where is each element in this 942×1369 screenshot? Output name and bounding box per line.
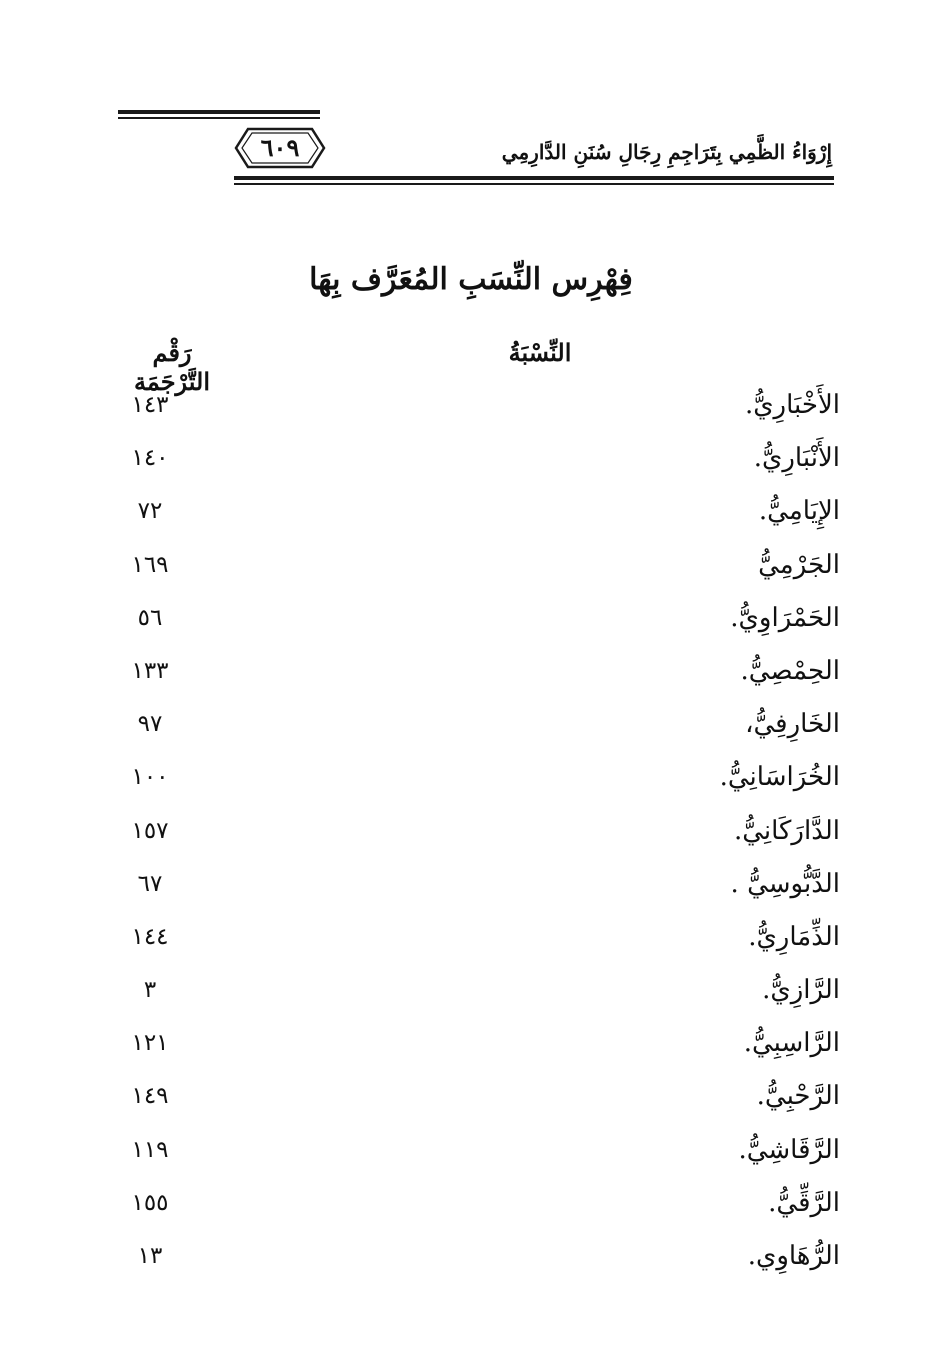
- nisba-index-list: [100, 382, 840, 1286]
- header-rule-bottom-thick: [234, 176, 834, 180]
- list-item: [100, 754, 840, 807]
- tarjama-number: ١٤٤: [131, 923, 169, 950]
- header-rule-bottom-thin: [234, 183, 834, 185]
- column-header-tarjama-number: رَقْم التَّرْجَمَة: [133, 338, 211, 396]
- page-number: ٦٠٩: [260, 133, 300, 162]
- column-header-nisba: النِّسْبَةُ: [508, 338, 572, 367]
- list-item: [100, 435, 840, 488]
- tarjama-number: ١١٩: [131, 1136, 169, 1163]
- list-item: [100, 1180, 840, 1233]
- list-item: [100, 488, 840, 541]
- list-item: [100, 1073, 840, 1126]
- tarjama-number: ١٣: [137, 1243, 163, 1269]
- list-item: [100, 914, 840, 967]
- tarjama-number: ١٥٥: [131, 1189, 169, 1216]
- list-item: [100, 808, 840, 861]
- tarjama-number: ١٤٣: [131, 392, 169, 418]
- nisba-name: الرَّازِيُّ.: [762, 975, 840, 1006]
- list-item: [100, 1127, 840, 1180]
- list-item: [100, 382, 840, 435]
- nisba-name: الرَّحْبِيُّ.: [756, 1081, 840, 1112]
- nisba-name: الجَرْمِيُّ: [758, 549, 840, 580]
- list-item: [100, 1020, 840, 1073]
- nisba-name: الخَارِفِيُّ،: [745, 709, 840, 740]
- list-item: [100, 542, 840, 595]
- list-item: [100, 1233, 840, 1286]
- list-item: [100, 967, 840, 1020]
- nisba-name: الدَّبُّوسِيُّ .: [730, 868, 840, 899]
- header-rule-top-thick: [118, 110, 320, 114]
- tarjama-number: ١٤٠: [131, 445, 169, 472]
- nisba-name: الخُرَاسَانِيُّ.: [719, 762, 840, 793]
- header-rule-top-thin: [118, 117, 320, 119]
- tarjama-number: ١٦٩: [131, 551, 169, 578]
- tarjama-number: ١٢١: [131, 1030, 169, 1057]
- index-title: فِهْرِس النِّسَبِ المُعَرَّف بِهَا: [309, 262, 633, 297]
- tarjama-number: ١٥٧: [131, 817, 169, 844]
- tarjama-number: ١٠٠: [131, 764, 169, 791]
- tarjama-number: ٧٢: [137, 498, 163, 525]
- nisba-name: الرَّقَاشِيُّ.: [738, 1134, 840, 1165]
- list-item: [100, 648, 840, 701]
- nisba-name: الحَمْرَاوِيُّ.: [730, 602, 840, 633]
- nisba-name: الأَنْبَارِيُّ.: [753, 443, 840, 474]
- nisba-name: الإِيَامِيُّ.: [758, 496, 840, 527]
- book-title: إِرْوَاءُ الظَّمِي بِتَرَاجِمِ رِجَالِ سُنَنِ الدَّارِمِي: [501, 140, 832, 164]
- tarjama-number: ٣: [143, 977, 157, 1004]
- nisba-name: الأَخْبَارِيُّ.: [744, 390, 840, 420]
- nisba-name: الذِّمَارِيُّ.: [748, 921, 840, 952]
- list-item: [100, 701, 840, 754]
- nisba-name: الرَّاسِبِيُّ.: [743, 1028, 840, 1059]
- tarjama-number: ٦٧: [137, 870, 163, 897]
- tarjama-number: ٩٧: [137, 711, 163, 738]
- nisba-name: الرَّقِّيُّ.: [768, 1187, 840, 1218]
- tarjama-number: ١٤٩: [131, 1083, 169, 1110]
- tarjama-number: ١٣٣: [131, 657, 169, 684]
- page-number-badge: [234, 126, 326, 170]
- tarjama-number: ٥٦: [137, 604, 163, 631]
- list-item: [100, 861, 840, 914]
- nisba-name: الرُّهَاوِي.: [747, 1241, 840, 1271]
- nisba-name: الحِمْصِيُّ.: [740, 655, 840, 686]
- list-item: [100, 595, 840, 648]
- nisba-name: الدَّارَكَانِيُّ.: [733, 815, 840, 846]
